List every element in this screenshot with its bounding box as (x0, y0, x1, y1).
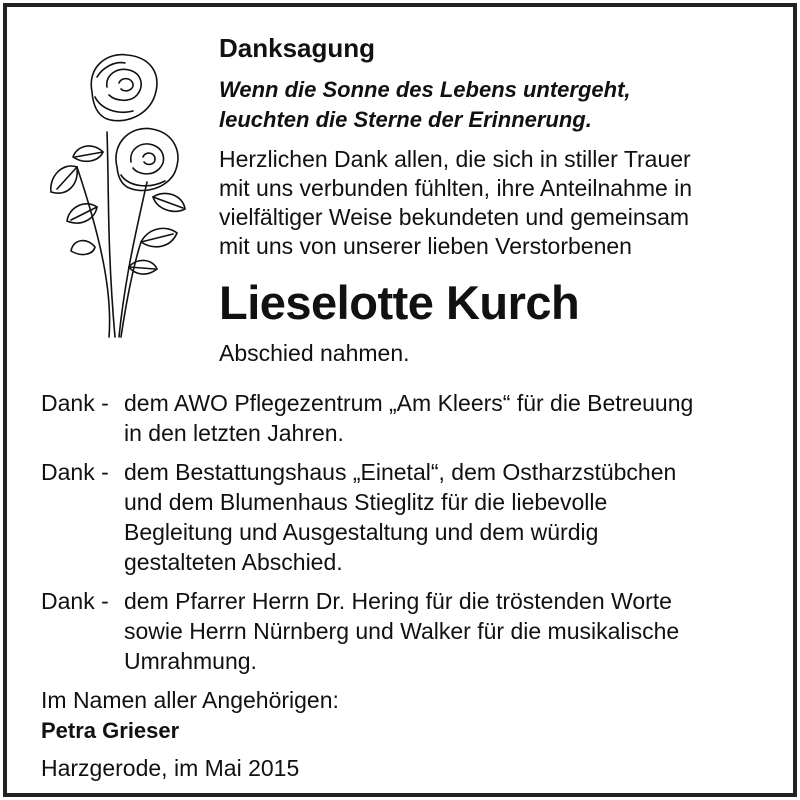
thanks-2-line-1: dem Bestattungshaus „Einetal“, dem Ostharzstübchen (124, 459, 677, 485)
thanks-2-line-3: Begleitung und Ausgestaltung und dem würdig (124, 519, 599, 545)
quote-line-2: leuchten die Sterne der Erinnerung. (219, 107, 592, 132)
intro-line-2: mit uns verbunden fühlten, ihre Anteilnahme in (219, 175, 693, 201)
thanks-label-3: Dank - (41, 588, 109, 614)
roses-icon (37, 37, 197, 347)
thanks-2-line-4: gestalteten Abschied. (124, 549, 343, 575)
place-date: Harzgerode, im Mai 2015 (41, 755, 300, 781)
on-behalf-text: Im Namen aller Angehörigen: (41, 687, 339, 713)
thanks-3-line-3: Umrahmung. (124, 648, 257, 674)
thanks-1-line-1: dem AWO Pflegezentrum „Am Kleers“ für die Betreuung (124, 390, 694, 416)
thanks-label-2: Dank - (41, 459, 109, 485)
thanks-label-1: Dank - (41, 390, 109, 416)
thanks-1-line-2: in den letzten Jahren. (124, 420, 344, 446)
quote-line-1: Wenn die Sonne des Lebens untergeht, (219, 77, 631, 102)
obituary-card (3, 3, 797, 797)
farewell-text: Abschied nahmen. (219, 340, 410, 366)
heading: Danksagung (219, 33, 376, 63)
thanks-3-line-1: dem Pfarrer Herrn Dr. Hering für die tröstenden Worte (124, 588, 672, 614)
thanks-3-line-2: sowie Herrn Nürnberg und Walker für die musikalische (124, 618, 680, 644)
deceased-name: Lieselotte Kurch (219, 276, 580, 329)
intro-line-3: vielfältiger Weise bekundeten und gemeinsam (219, 204, 690, 230)
signatory-name: Petra Grieser (41, 718, 180, 743)
thanks-2-line-2: und dem Blumenhaus Stieglitz für die liebevolle (124, 489, 608, 515)
intro-line-1: Herzlichen Dank allen, die sich in stiller Trauer (219, 146, 691, 172)
intro-line-4: mit uns von unserer lieben Verstorbenen (219, 233, 632, 259)
